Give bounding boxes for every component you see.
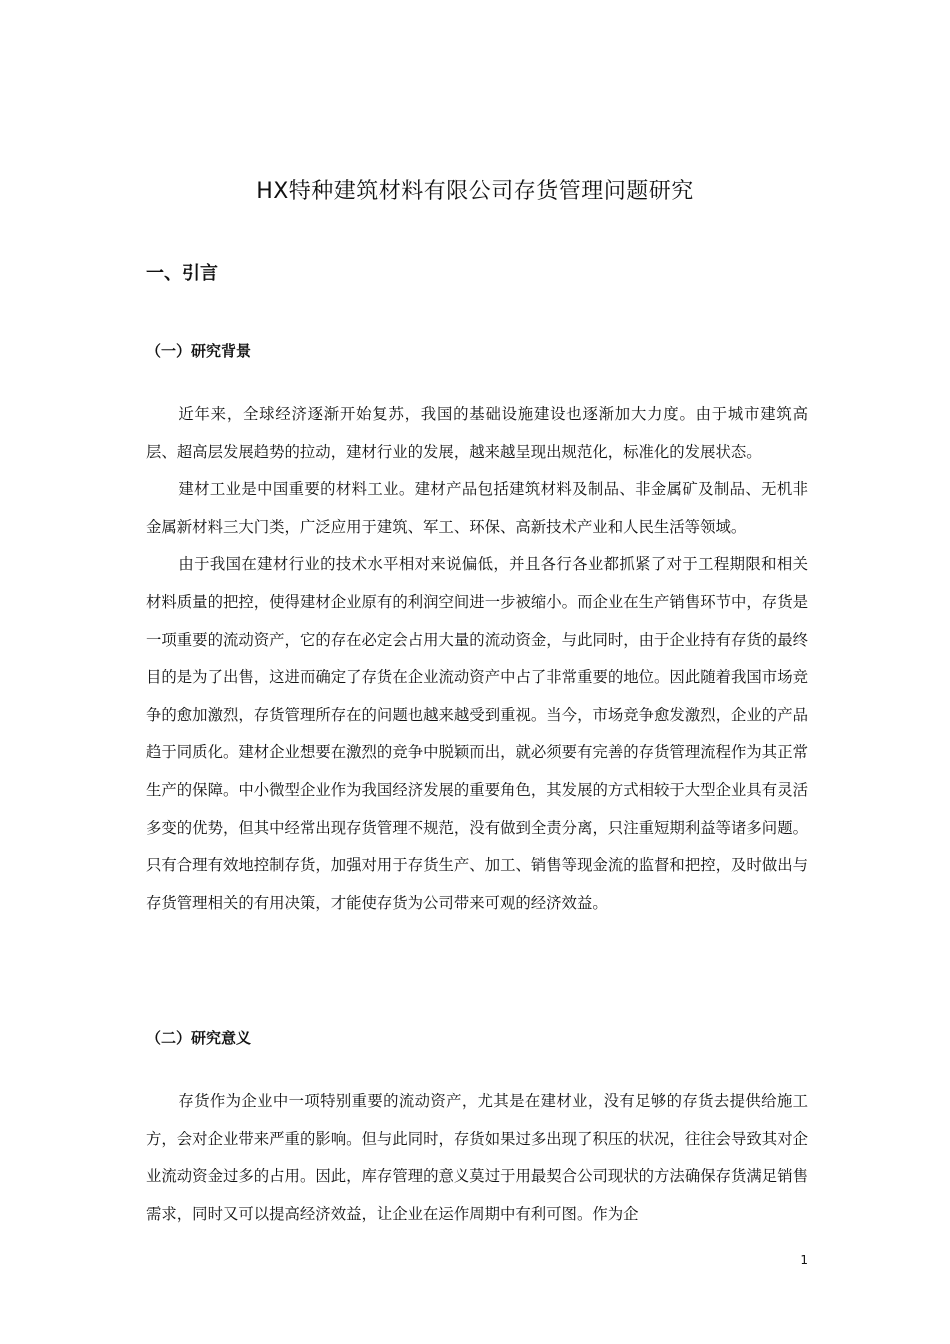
document-title: HX特种建筑材料有限公司存货管理问题研究: [256, 179, 694, 204]
paragraph: 由于我国在建材行业的技术水平相对来说偏低，并且各行各业都抓紧了对于工程期限和相关材料质量的把控，使得建材企业原有的利润空间进一步被缩小。而企业在生产销售环节中，存货是一项重要的流动资产，它的存在必定会占用大量的流动资金，与此同时，由于企业持有存货的最终目的是为了出售，这进而确定了存货在企业流动资产中占了非常重要的地位。因此随着我国市场竞争的愈加激烈，存货管理所存在的问题也越来越受到重视。当今，市场竞争愈发激烈，企业的产品趋于同质化。建材企业想要在激烈的竞争中脱颖而出，就必须要有完善的存货管理流程作为其正常生产的保障。中小微型企业作为我国经济发展的重要角色，其发展的方式相较于大型企业具有灵活多变的优势，但其中经常出现存货管理不规范，没有做到全责分离，只注重短期利益等诸多问题。只有合理有效地控制存货，加强对用于存货生产、加工、销售等现金流的监督和把控，及时做出与存货管理相关的有用决策，才能使存货为公司带来可观的经济效益。: [146, 555, 808, 912]
section-heading-introduction: 一、引言: [146, 263, 218, 284]
paragraph: 建材工业是中国重要的材料工业。建材产品包括建筑材料及制品、非金属矿及制品、无机非金属新材料三大门类，广泛应用于建筑、军工、环保、高新技术产业和人民生活等领域。: [146, 480, 808, 536]
significance-body: [146, 1083, 808, 1233]
subsection-heading-background: （一）研究背景: [146, 342, 252, 360]
subsection-heading-significance: （二）研究意义: [146, 1029, 252, 1047]
paragraph: 存货作为企业中一项特别重要的流动资产，尤其是在建材业，没有足够的存货去提供给施工方，会对企业带来严重的影响。但与此同时，存货如果过多出现了积压的状况，往往会导致其对企业流动资金过多的占用。因此，库存管理的意义莫过于用最契合公司现状的方法确保存货满足销售需求，同时又可以提高经济效益，让企业在运作周期中有利可图。作为企: [146, 1092, 808, 1223]
background-body: [146, 396, 808, 922]
paragraph: 近年来，全球经济逐渐开始复苏，我国的基础设施建设也逐渐加大力度。由于城市建筑高层、超高层发展趋势的拉动，建材行业的发展，越来越呈现出规范化，标准化的发展状态。: [146, 405, 808, 461]
page-number: 1: [800, 1253, 808, 1267]
